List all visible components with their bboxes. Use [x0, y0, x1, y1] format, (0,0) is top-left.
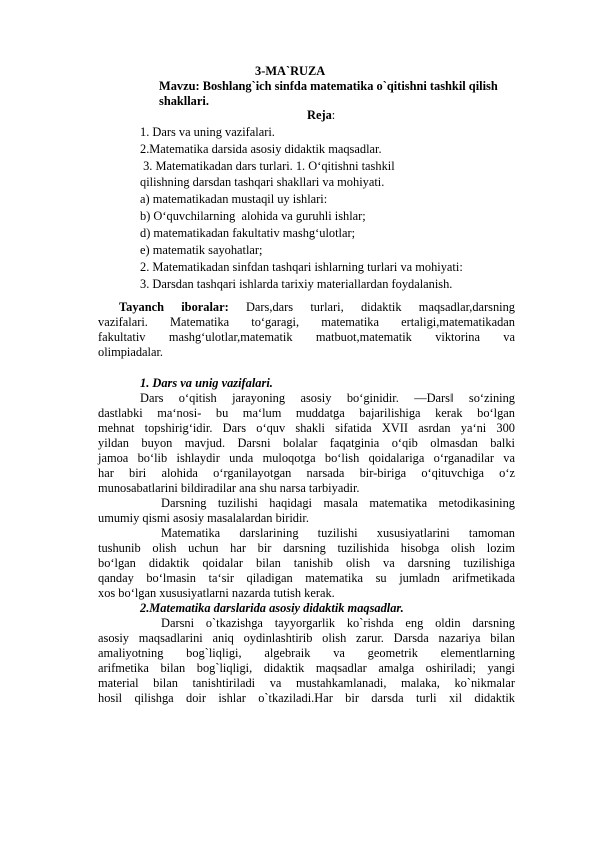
paragraph-line: munosabatlarini bildiradilar ana shu narsa tarbiyadir.: [98, 481, 360, 495]
plan-item: b) O‘quvchilarning alohida va guruhli ishlar;: [140, 209, 366, 223]
paragraph-line: har biri alohida o‘rganilayotgan narsada bir-biriga o‘qituvchiga o‘z: [98, 466, 515, 480]
paragraph-line: qanday bo‘lmasin ta‘sir qiladigan matematika su jumladn arifmetikada: [98, 571, 515, 585]
paragraph-line: Matematika darslarining tuzilishi xususiyatlarini tamoman: [161, 526, 515, 540]
plan-item: 3. Matematikadan dars turlari. 1. O‘qitishni tashkil: [140, 159, 395, 173]
plan-item: 2.Matematika darsida asosiy didaktik maqsadlar.: [140, 142, 382, 156]
paragraph-line: xos bo‘lgan xususiyatlarni nazarda tutish kerak.: [98, 586, 335, 600]
lecture-topic-line1: Mavzu: Boshlang`ich sinfda matematika o`qitishni tashkil qilish: [159, 79, 498, 93]
paragraph-line: bo‘lgan didaktik qoidalar bilan tanishib olish va darsning tuzilishiga: [98, 556, 515, 570]
paragraph-line: mehnat topshirig‘idir. Dars o‘quv shakli sifatida XVII asrdan ya‘ni 300: [98, 421, 515, 435]
plan-item: 2. Matematikadan sinfdan tashqari ishlarning turlari va mohiyati:: [140, 260, 463, 274]
plan-item: 3. Darsdan tashqari ishlarda tarixiy materiallardan foydalanish.: [140, 277, 453, 291]
keywords-label: Tayanch iboralar:: [119, 300, 229, 314]
keywords-line4: olimpiadalar.: [98, 345, 164, 359]
plan-heading: [307, 108, 335, 123]
paragraph-line: dastlabki ma‘nosi- bu ma‘lum muddatga bajarilishiga kerak bo‘lgan: [98, 406, 515, 420]
keywords-line3: fakultativ mashg‘ulotlar,matematik matbuot,matematik viktorina va: [98, 330, 515, 344]
lecture-number: 3-MA`RUZA: [255, 64, 326, 78]
plan-heading-text: Reja: [307, 108, 332, 122]
paragraph-line: Darsni o`tkazishga tayyorgarlik ko`rishda eng oldin darsning: [161, 616, 515, 630]
paragraph-line: Dars o‘qitish jarayoning asosiy bo‘ginidir. ―Dars‖ so‘zining: [140, 391, 515, 405]
plan-item: qilishning darsdan tashqari shakllari va mohiyati.: [140, 175, 385, 189]
section1-heading: 1. Dars va unig vazifalari.: [140, 376, 273, 390]
paragraph-line: asosiy maqsadlarini aniq oydinlashtirib olish zarur. Darsda nazariya bilan: [98, 631, 515, 645]
section2-heading: 2.Matematika darslarida asosiy didaktik maqsadlar.: [140, 601, 404, 615]
plan-item: e) matematik sayohatlar;: [140, 243, 263, 257]
paragraph-line: jamoa bo‘lib ishlaydir unda muloqotga bo‘lish qoidalariga o‘rganadilar va: [98, 451, 515, 465]
paragraph-line: arifmetika bilan bog`liqligi, didaktik maqsadlar amalga oshiriladi; yangi: [98, 661, 515, 675]
paragraph-line: amaliyotning bog`liqligi, algebraik va geometrik elementlarning: [98, 646, 515, 660]
paragraph-line: tushunib olish uchun har bir darsning tuzilishida hisobga olish lozim: [98, 541, 515, 555]
plan-item: a) matematikadan mustaqil uy ishlari:: [140, 192, 328, 206]
keywords-line1: [119, 300, 515, 315]
paragraph-line: material bilan tanishtiriladi va mustahkamlanadi, malaka, ko`nikmalar: [98, 676, 515, 690]
paragraph-line: hosil qilishga doir ishlar o`tkaziladi.Har bir darsda turli xil didaktik: [98, 691, 515, 705]
keywords-text: Dars,dars turlari, didaktik maqsadlar,darsning: [228, 300, 515, 314]
plan-heading-colon: :: [331, 108, 336, 122]
plan-item: d) matematikadan fakultativ mashg‘ulotlar;: [140, 226, 356, 240]
keywords-line2: vazifalari. Matematika to‘garagi, matematika ertaligi,matematikadan: [98, 315, 515, 329]
paragraph-line: yildan buyon mavjud. Darsni bolalar faqatginia o‘qib olmasdan balki: [98, 436, 515, 450]
paragraph-line: Darsning tuzilishi haqidagi masala matematika metodikasining: [161, 496, 515, 510]
plan-item: 1. Dars va uning vazifalari.: [140, 125, 275, 139]
lecture-topic-line2: shakllari.: [159, 94, 209, 108]
paragraph-line: umumiy qismi asosiy masalalardan biridir.: [98, 511, 309, 525]
